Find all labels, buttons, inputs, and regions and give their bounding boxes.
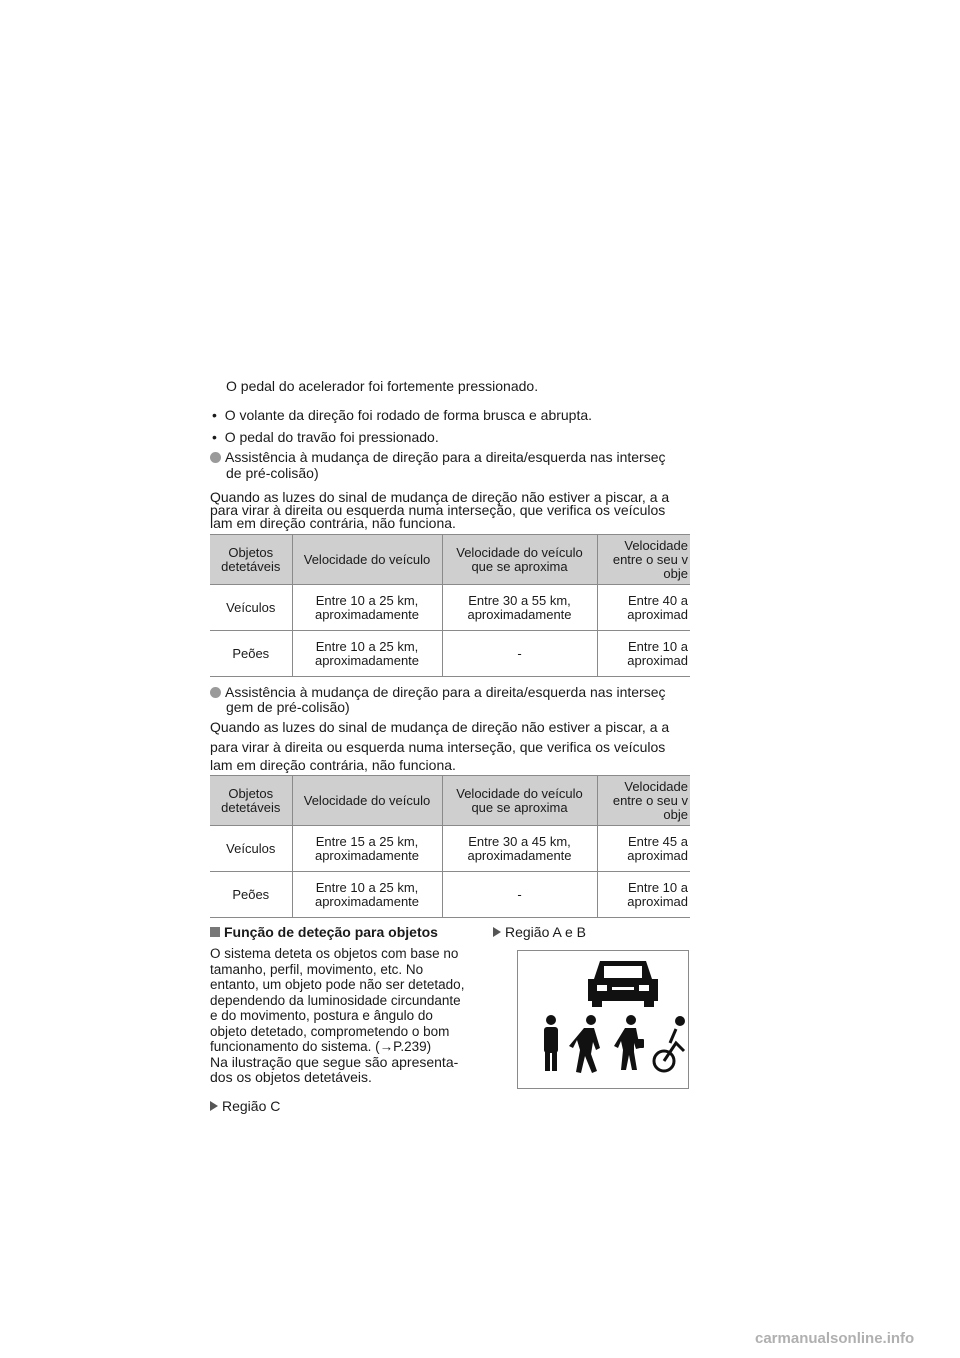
table-cell <box>442 826 597 872</box>
cell-text-line: Entre 15 a 25 km, <box>315 833 419 849</box>
cell-text-line: entre o seu v <box>612 551 688 567</box>
func-body-line: e do movimento, postura e ângulo do <box>210 1008 433 1023</box>
table-header-cell <box>210 535 292 585</box>
table-header-cell <box>597 535 690 585</box>
table-row <box>210 631 690 677</box>
region-c-text: Região C <box>222 1098 281 1114</box>
table-cell <box>210 631 292 677</box>
section2-heading <box>210 685 665 700</box>
bullet-steering: • O volante da direção foi rodado de forma brusca e abrupta. <box>212 407 593 423</box>
section2-heading-line2: gem de pré-colisão) <box>226 699 350 715</box>
func-body-line: entanto, um objeto pode não ser detetado, <box>210 977 465 992</box>
func-body-line: dos os objetos detetáveis. <box>210 1069 372 1085</box>
cell-text-line: Velocidade do veículo <box>303 792 431 808</box>
bullet-steering-text: O volante da direção foi rodado de forma brusca e abrupta. <box>224 407 593 423</box>
table-row <box>210 585 690 631</box>
para1-line1: Quando as luzes do sinal de mudança de direção não estiver a piscar, a a <box>210 489 670 505</box>
para1-line3: lam em direção contrária, não funciona. <box>210 515 456 531</box>
func-body-line: dependendo da luminosidade circundante <box>210 992 461 1008</box>
cell-text-line: entre o seu v <box>612 792 688 808</box>
speed-table-1 <box>210 534 690 677</box>
func-body-line: O sistema deteta os objetos com base no <box>210 946 459 961</box>
cell-text-line: aproximadamente <box>467 847 572 863</box>
watermark-brand: carmanualsonline.info <box>755 1330 915 1347</box>
cell-text-line: aproximad <box>627 652 688 668</box>
triangle-marker-icon <box>210 1101 218 1111</box>
cell-text-line: aproximad <box>627 606 688 622</box>
table-cell <box>442 585 597 631</box>
cell-text-line: Velocidade do veículo <box>456 785 583 801</box>
cell-text-line: Entre 30 a 55 km, <box>468 592 571 608</box>
cell-text-line: obje <box>663 806 688 822</box>
section2-heading-line1: Assistência à mudança de direção para a direita/esquerda nas interseç <box>225 684 666 700</box>
square-bullet-icon <box>210 927 220 937</box>
table-header-cell <box>597 776 690 826</box>
cell-text-line: que se aproxima <box>471 799 568 815</box>
car-icon <box>588 961 658 1007</box>
table-cell <box>442 872 597 918</box>
cut-off-text: O pedal do acelerador foi fortemente pressionado. <box>226 378 539 394</box>
table-cell <box>597 585 690 631</box>
table-row <box>210 826 690 872</box>
cell-text-line: Velocidade do veículo <box>456 544 583 560</box>
func-heading-text: Função de deteção para objetos <box>224 924 438 940</box>
cell-text-line: - <box>517 645 522 661</box>
detectable-objects-figure <box>518 951 688 1088</box>
table-row <box>210 872 690 918</box>
cell-text-line: Veículos <box>226 599 276 615</box>
region-ab-label <box>493 924 586 940</box>
func-heading <box>210 924 438 940</box>
para1-line2: para virar à direita ou esquerda numa interseção, que verifica os veículos <box>210 502 666 518</box>
func-body-line: Na ilustração que segue são apresenta- <box>210 1053 459 1070</box>
cell-text-line: Peões <box>232 645 270 661</box>
table-cell <box>292 631 442 677</box>
cell-text-line: Velocidade do veículo <box>303 551 431 567</box>
func-body <box>210 946 464 1086</box>
table-header-row <box>210 535 690 585</box>
bullet-dot-icon <box>210 687 221 698</box>
triangle-marker-icon <box>493 927 501 937</box>
section1-heading <box>210 450 665 465</box>
cell-text-line: Veículos <box>226 840 276 856</box>
cell-text-line: detetáveis <box>221 799 281 815</box>
region-ab-text: Região A e B <box>505 924 586 940</box>
table-cell <box>210 872 292 918</box>
cut-off-line <box>226 378 566 396</box>
cyclist-icon <box>654 1016 685 1071</box>
cell-text-line: Entre 10 a 25 km, <box>315 638 419 654</box>
func-body-line: funcionamento do sistema. (→P.239) <box>210 1039 432 1054</box>
para2-line2: para virar à direita ou esquerda numa interseção, que verifica os veículos <box>210 739 666 755</box>
cell-text-line: aproximadamente <box>314 893 420 909</box>
speed-table-2 <box>210 775 690 918</box>
cell-text-line: Entre 10 a 25 km, <box>315 879 419 895</box>
cell-text-line: Objetos <box>228 544 274 560</box>
table-cell <box>292 585 442 631</box>
pedestrian-walking-icon <box>569 1015 600 1073</box>
section1-heading-line1: Assistência à mudança de direção para a direita/esquerda nas interseç <box>225 449 666 465</box>
table-cell <box>210 585 292 631</box>
para2-line1: Quando as luzes do sinal de mudança de direção não estiver a piscar, a a <box>210 719 670 735</box>
bullet-dot-icon <box>210 452 221 463</box>
table-header-cell <box>292 535 442 585</box>
cell-text-line: aproximad <box>627 847 688 863</box>
cell-text-line: obje <box>663 565 688 581</box>
cell-text-line: aproximad <box>627 893 688 909</box>
bullet-brake-text: O pedal do travão foi pressionado. <box>224 429 439 445</box>
table-header-cell <box>442 776 597 826</box>
bullet-brake: • O pedal do travão foi pressionado. <box>212 429 439 445</box>
table-header-row <box>210 776 690 826</box>
cell-text-line: detetáveis <box>221 558 281 574</box>
cell-text-line: Velocidade <box>624 778 688 794</box>
table-header-cell <box>292 776 442 826</box>
para2-line3: lam em direção contrária, não funciona. <box>210 757 456 773</box>
table-cell <box>292 826 442 872</box>
table-cell <box>292 872 442 918</box>
section1-heading-line2: de pré-colisão) <box>226 465 319 481</box>
func-body-line: tamanho, perfil, movimento, etc. No <box>210 961 424 977</box>
cell-text-line: aproximadamente <box>467 606 572 622</box>
table-cell <box>210 826 292 872</box>
pedestrian-standing-icon <box>544 1015 558 1071</box>
pedestrian-carrying-icon <box>614 1015 644 1070</box>
cell-text-line: Entre 30 a 45 km, <box>468 833 571 849</box>
table-cell <box>597 826 690 872</box>
cell-text-line: Objetos <box>228 785 274 801</box>
detectable-objects-illustration <box>517 950 689 1089</box>
table-cell <box>442 631 597 677</box>
cell-text-line: Entre 10 a <box>628 879 688 895</box>
table-cell <box>597 631 690 677</box>
cell-text-line: Entre 45 a <box>628 833 688 849</box>
cell-text-line: que se aproxima <box>471 558 568 574</box>
cell-text-line: Entre 40 a <box>628 592 688 608</box>
cell-text-line: Peões <box>232 886 270 902</box>
cell-text-line: aproximadamente <box>314 847 420 863</box>
cell-text-line: Entre 10 a 25 km, <box>315 592 419 608</box>
cell-text-line: aproximadamente <box>314 606 420 622</box>
region-c-label <box>210 1098 280 1114</box>
func-body-line: objeto detetado, comprometendo o bom <box>210 1023 450 1039</box>
table-cell <box>597 872 690 918</box>
cell-text-line: aproximadamente <box>314 652 420 668</box>
table-header-cell <box>442 535 597 585</box>
cell-text-line: - <box>517 886 522 902</box>
cell-text-line: Velocidade <box>624 537 688 553</box>
table-header-cell <box>210 776 292 826</box>
cell-text-line: Entre 10 a <box>628 638 688 654</box>
